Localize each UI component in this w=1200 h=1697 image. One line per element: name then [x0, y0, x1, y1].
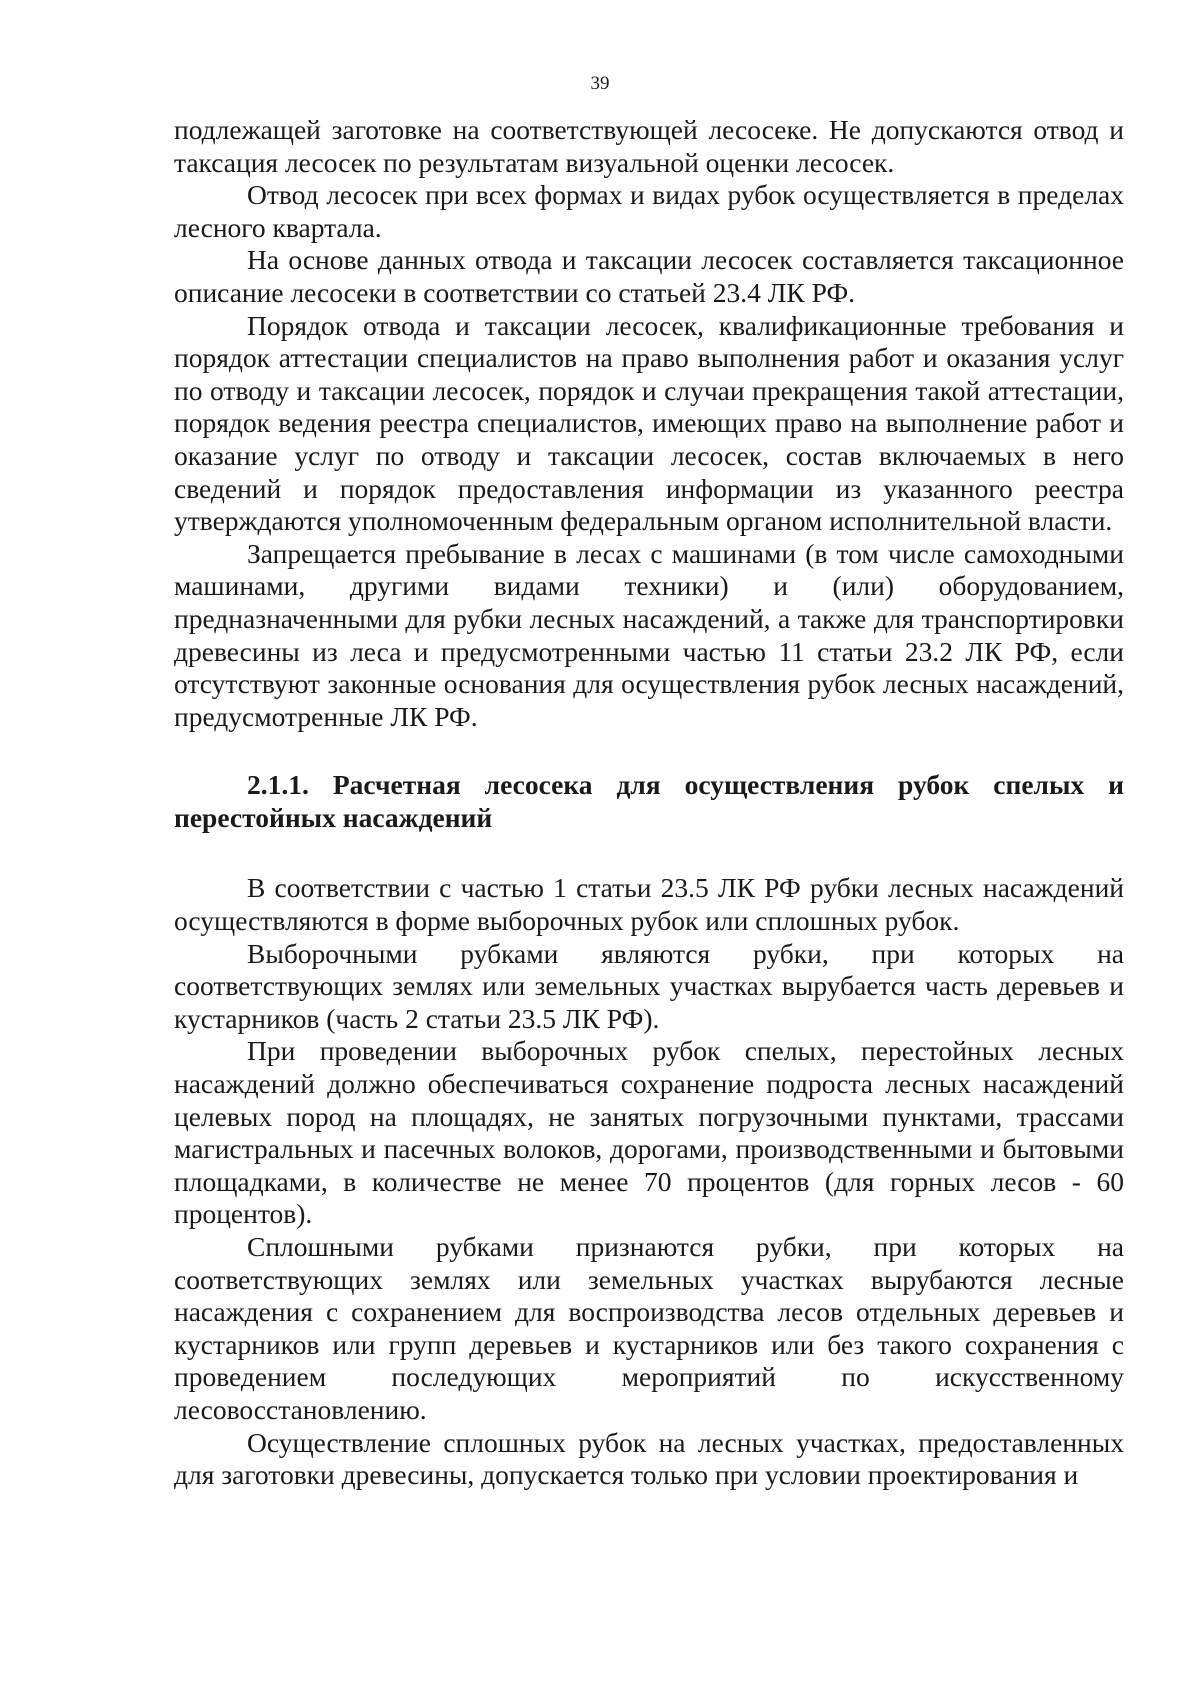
paragraph: При проведении выборочных рубок спелых, перестойных лесных насаждений должно обеспечиваться сохранение подроста лесных насаждений целевых пород на площадях, не занятых погрузочными пунктами, трассами магистральных и пасечных волоков, дорогами, производственными и бытовыми площадками, в количестве не менее 70 процентов (для горных лесов - 60 процентов). — [174, 1035, 1124, 1230]
paragraph: Порядок отвода и таксации лесосек, квалификационные требования и порядок аттестации специалистов на право выполнения работ и оказания услуг по отводу и таксации лесосек, порядок и случаи прекращения такой аттестации, порядок ведения реестра специалистов, имеющих право на выполнение работ и оказание услуг по отводу и таксации лесосек, состав включаемых в него сведений и порядок предоставления информации из указанного реестра утверждаются уполномоченным федеральным органом исполнительной власти. — [174, 309, 1124, 537]
paragraph: Осуществление сплошных рубок на лесных участках, предоставленных для заготовки древесины, допускается только при условии проектирования и — [174, 1426, 1124, 1491]
paragraph: Сплошными рубками признаются рубки, при которых на соответствующих землях или земельных участках вырубаются лесные насаждения с сохранением для воспроизводства лесов отдельных деревьев и кустарников или групп деревьев и кустарников или без такого сохранения с проведением последующих мероприятий по искусственному лесовосстановлению. — [174, 1231, 1124, 1425]
page-number: 39 — [590, 73, 610, 94]
paragraph: На основе данных отвода и таксации лесосек составляется таксационное описание лесосеки в соответствии со статьей 23.4 ЛК РФ. — [174, 244, 1124, 308]
paragraph: Запрещается пребывание в лесах с машинами (в том числе самоходными машинами, другими видами техники) и (или) оборудованием, предназначенными для рубки лесных насаждений, а также для транспортировки древесины из леса и предусмотренными частью 11 статьи 23.2 ЛК РФ, если отсутствуют законные основания для осуществления рубок лесных насаждений, предусмотренные ЛК РФ. — [174, 537, 1124, 732]
paragraph: подлежащей заготовке на соответствующей лесосеке. Не допускаются отвод и таксация лесосек по результатам визуальной оценки лесосек. — [174, 114, 1124, 178]
paragraph: Отвод лесосек при всех формах и видах рубок осуществляется в пределах лесного квартала. — [174, 179, 1124, 243]
section-heading: 2.1.1. Расчетная лесосека для осуществления рубок спелых и перестойных насаждений — [174, 769, 1124, 833]
document-body — [174, 114, 1124, 1492]
paragraph: Выборочными рубками являются рубки, при которых на соответствующих землях или земельных участках вырубается часть деревьев и кустарников (часть 2 статьи 23.5 ЛК РФ). — [174, 937, 1124, 1034]
paragraph: В соответствии с частью 1 статьи 23.5 ЛК РФ рубки лесных насаждений осуществляются в форме выборочных рубок или сплошных рубок. — [174, 872, 1124, 937]
